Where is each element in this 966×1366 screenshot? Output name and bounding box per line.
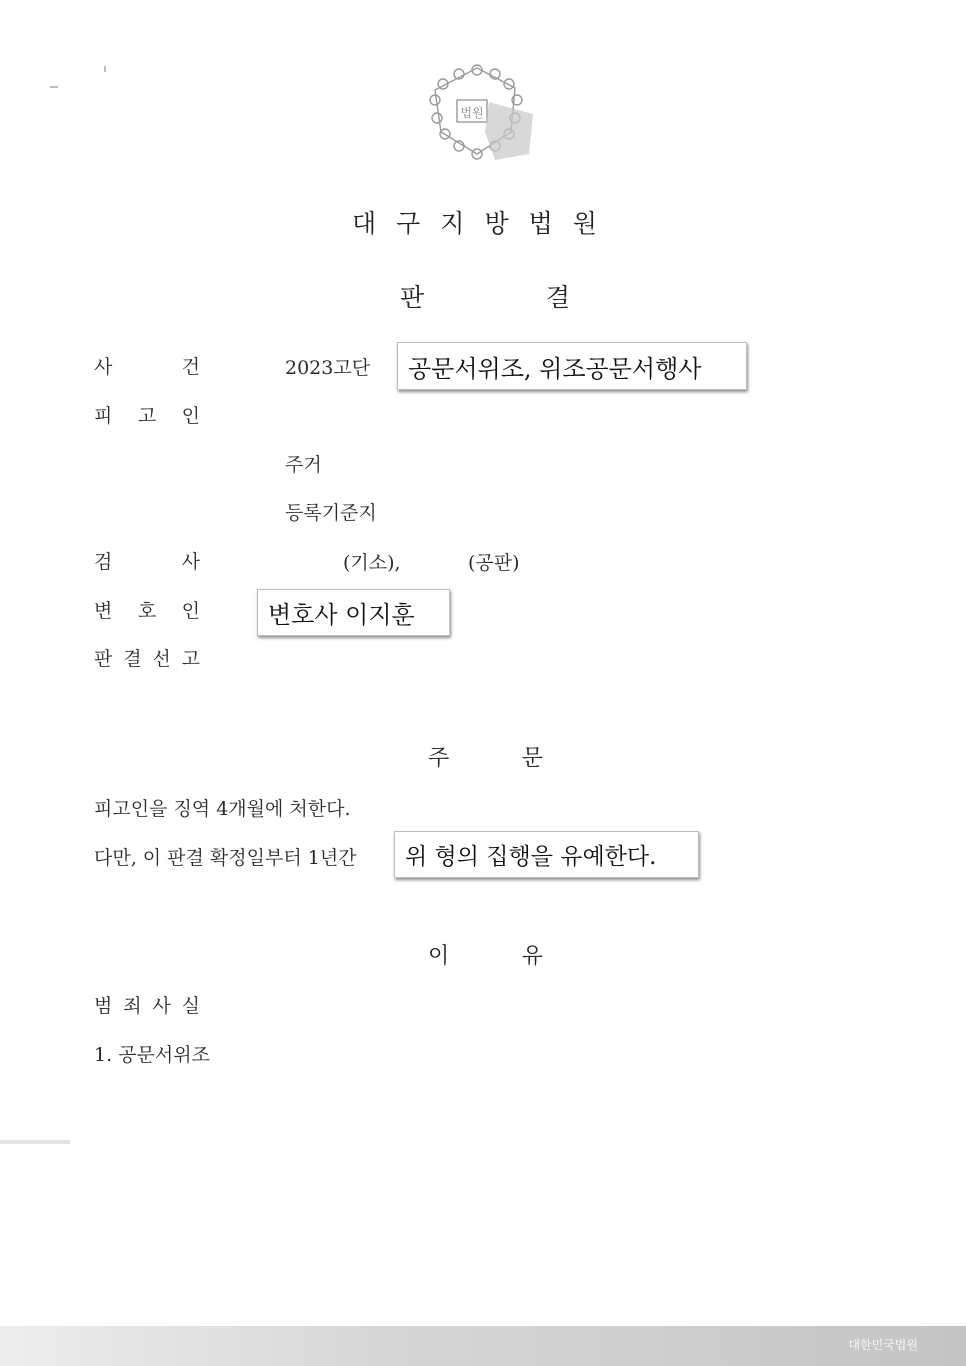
facts-subheading: 범 죄 사 실 (94, 995, 200, 1017)
seal-text: 법원 (460, 106, 484, 120)
attorney-name-sticker: 변호사 이지훈 (257, 589, 450, 636)
facts-item-1: 1. 공문서위조 (94, 1044, 210, 1066)
reason-heading-char: 유 (521, 944, 543, 969)
document-title-char: 판 (400, 283, 425, 312)
sentencing-label: 판 결 선 고 (94, 648, 200, 670)
reason-heading (428, 939, 543, 970)
scan-mark (0, 1140, 70, 1144)
footer-logo: 대한민국법원 (848, 1338, 918, 1352)
document-title-char: 결 (545, 283, 570, 312)
scan-mark (50, 86, 58, 88)
document-title (400, 278, 570, 314)
order-heading-char: 문 (521, 746, 543, 771)
footer-band (0, 1326, 966, 1366)
order-suspension-sticker: 위 형의 집행을 유예한다. (394, 831, 699, 878)
prosecutor-role-indictment: (기소), (343, 552, 401, 574)
prosecutor-label: 검 사 (94, 551, 200, 573)
court-seal-icon (425, 62, 545, 162)
case-name-sticker: 공문서위조, 위조공문서행사 (397, 342, 747, 390)
case-number: 2023고단 (285, 357, 371, 379)
address-label: 주거 (285, 454, 322, 476)
registry-label: 등록기준지 (285, 502, 377, 524)
case-label: 사 건 (94, 356, 200, 378)
order-heading-char: 주 (428, 746, 450, 771)
court-name: 대구지방법원 (352, 209, 617, 238)
order-line-1: 피고인을 징역 4개월에 처한다. (94, 798, 351, 820)
reason-heading-char: 이 (428, 944, 450, 969)
attorney-label: 변 호 인 (94, 600, 200, 622)
scan-mark (104, 66, 106, 72)
defendant-label: 피 고 인 (94, 405, 200, 427)
prosecutor-role-trial: (공판) (468, 552, 520, 574)
order-line-2: 다만, 이 판결 확정일부터 1년간 (94, 847, 357, 869)
order-heading (428, 741, 543, 772)
